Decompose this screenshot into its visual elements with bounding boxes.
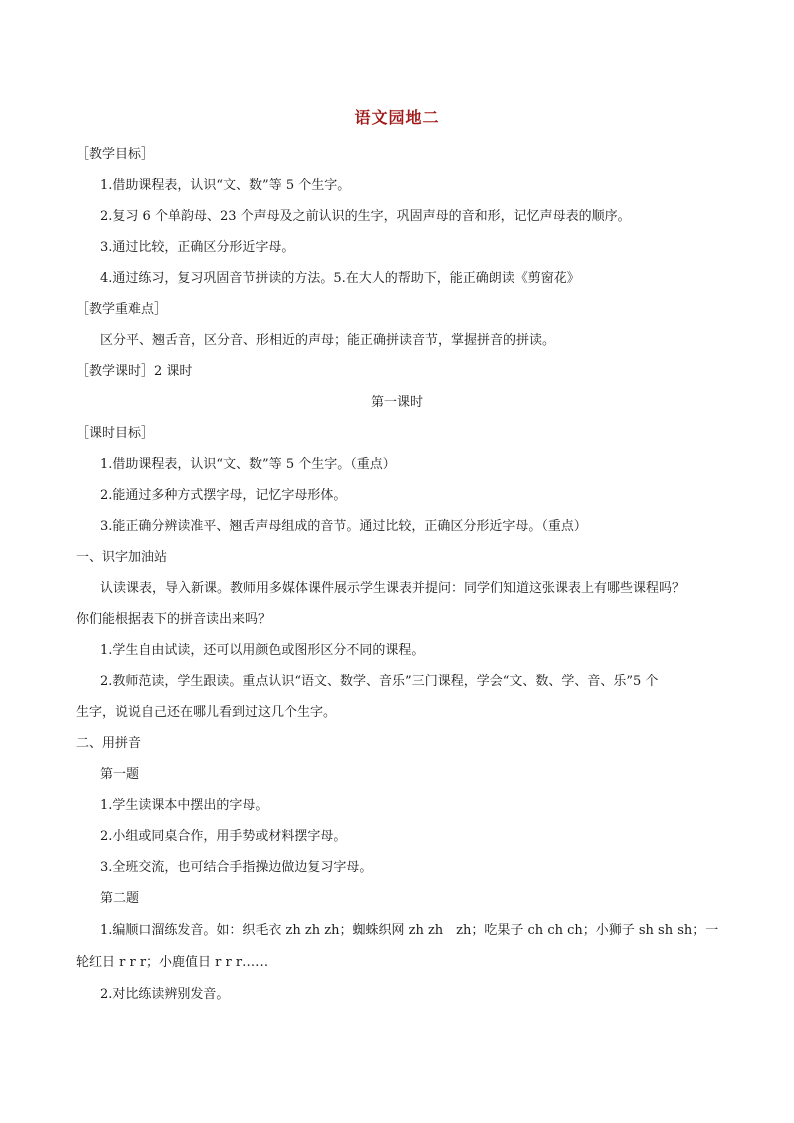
part-one-step-2-line-2: 生字，说说自己还在哪儿看到过这几个生字。 [76,705,337,720]
section-heading-lesson-count: ［教学课时］2 课时 [76,364,193,379]
goal-item-4-5: 4.通过练习，复习巩固音节拼读的方法。5.在大人的帮助下，能正确朗读《剪窗花》 [100,271,580,286]
part-two-heading: 二、用拼音 [76,736,142,751]
question-two-step-1-line-2: 轮红日 r r r；小鹿值日 r r r…… [76,955,269,970]
goal-item-1: 1.借助课程表，认识“文、数”等 5 个生字。 [100,178,351,193]
part-one-step-1: 1.学生自由试读，还可以用颜色或图形区分不同的课程。 [100,643,425,658]
section-heading-key-points: ［教学重难点］ [76,302,168,317]
question-two-step-2: 2.对比练读辨别发音。 [100,987,230,1002]
section-heading-teaching-goals: ［教学目标］ [76,147,155,162]
question-one-heading: 第一题 [100,767,140,782]
lesson-goal-1: 1.借助课程表，认识“文、数”等 5 个生字。（重点） [100,457,396,472]
part-one-heading: 一、识字加油站 [76,550,168,565]
question-two-heading: 第二题 [100,891,140,906]
section-heading-lesson-goals: ［课时目标］ [76,426,155,441]
question-one-step-3: 3.全班交流，也可结合手指操边做边复习字母。 [100,860,373,875]
lesson-one-heading: 第一课时 [370,395,423,410]
question-one-step-2: 2.小组或同桌合作，用手势或材料摆字母。 [100,829,347,844]
key-points-text: 区分平、翘舌音，区分音、形相近的声母；能正确拼读音节，掌握拼音的拼读。 [100,333,556,348]
part-one-intro-line-1: 认读课表，导入新课。教师用多媒体课件展示学生课表并提问：同学们知道这张课表上有哪些课程吗？ [100,581,686,596]
goal-item-3: 3.通过比较，正确区分形近字母。 [100,240,295,255]
part-one-intro-line-2: 你们能根据表下的拼音读出来吗？ [76,612,272,627]
question-one-step-1: 1.学生读课本中摆出的字母。 [100,798,269,813]
lesson-goal-2: 2.能通过多种方式摆字母，记忆字母形体。 [100,488,347,503]
question-two-step-1-line-1: 1.编顺口溜练发音。如：织毛衣 zh zh zh；蜘蛛织网 zh zh zh；吃果子 ch ch ch；小狮子 sh sh sh；一 [100,923,719,938]
part-one-step-2-line-1: 2.教师范读，学生跟读。重点认识“语文、数学、音乐”三门课程，学会“文、数、学、音、乐”5 个 [100,674,659,689]
goal-item-2: 2.复习 6 个单韵母、23 个声母及之前认识的生字，巩固声母的音和形，记忆声母表的顺序。 [100,209,631,224]
page-title: 语文园地二 [354,108,440,127]
lesson-goal-3: 3.能正确分辨读准平、翘舌声母组成的音节。通过比较，正确区分形近字母。（重点） [100,519,587,534]
